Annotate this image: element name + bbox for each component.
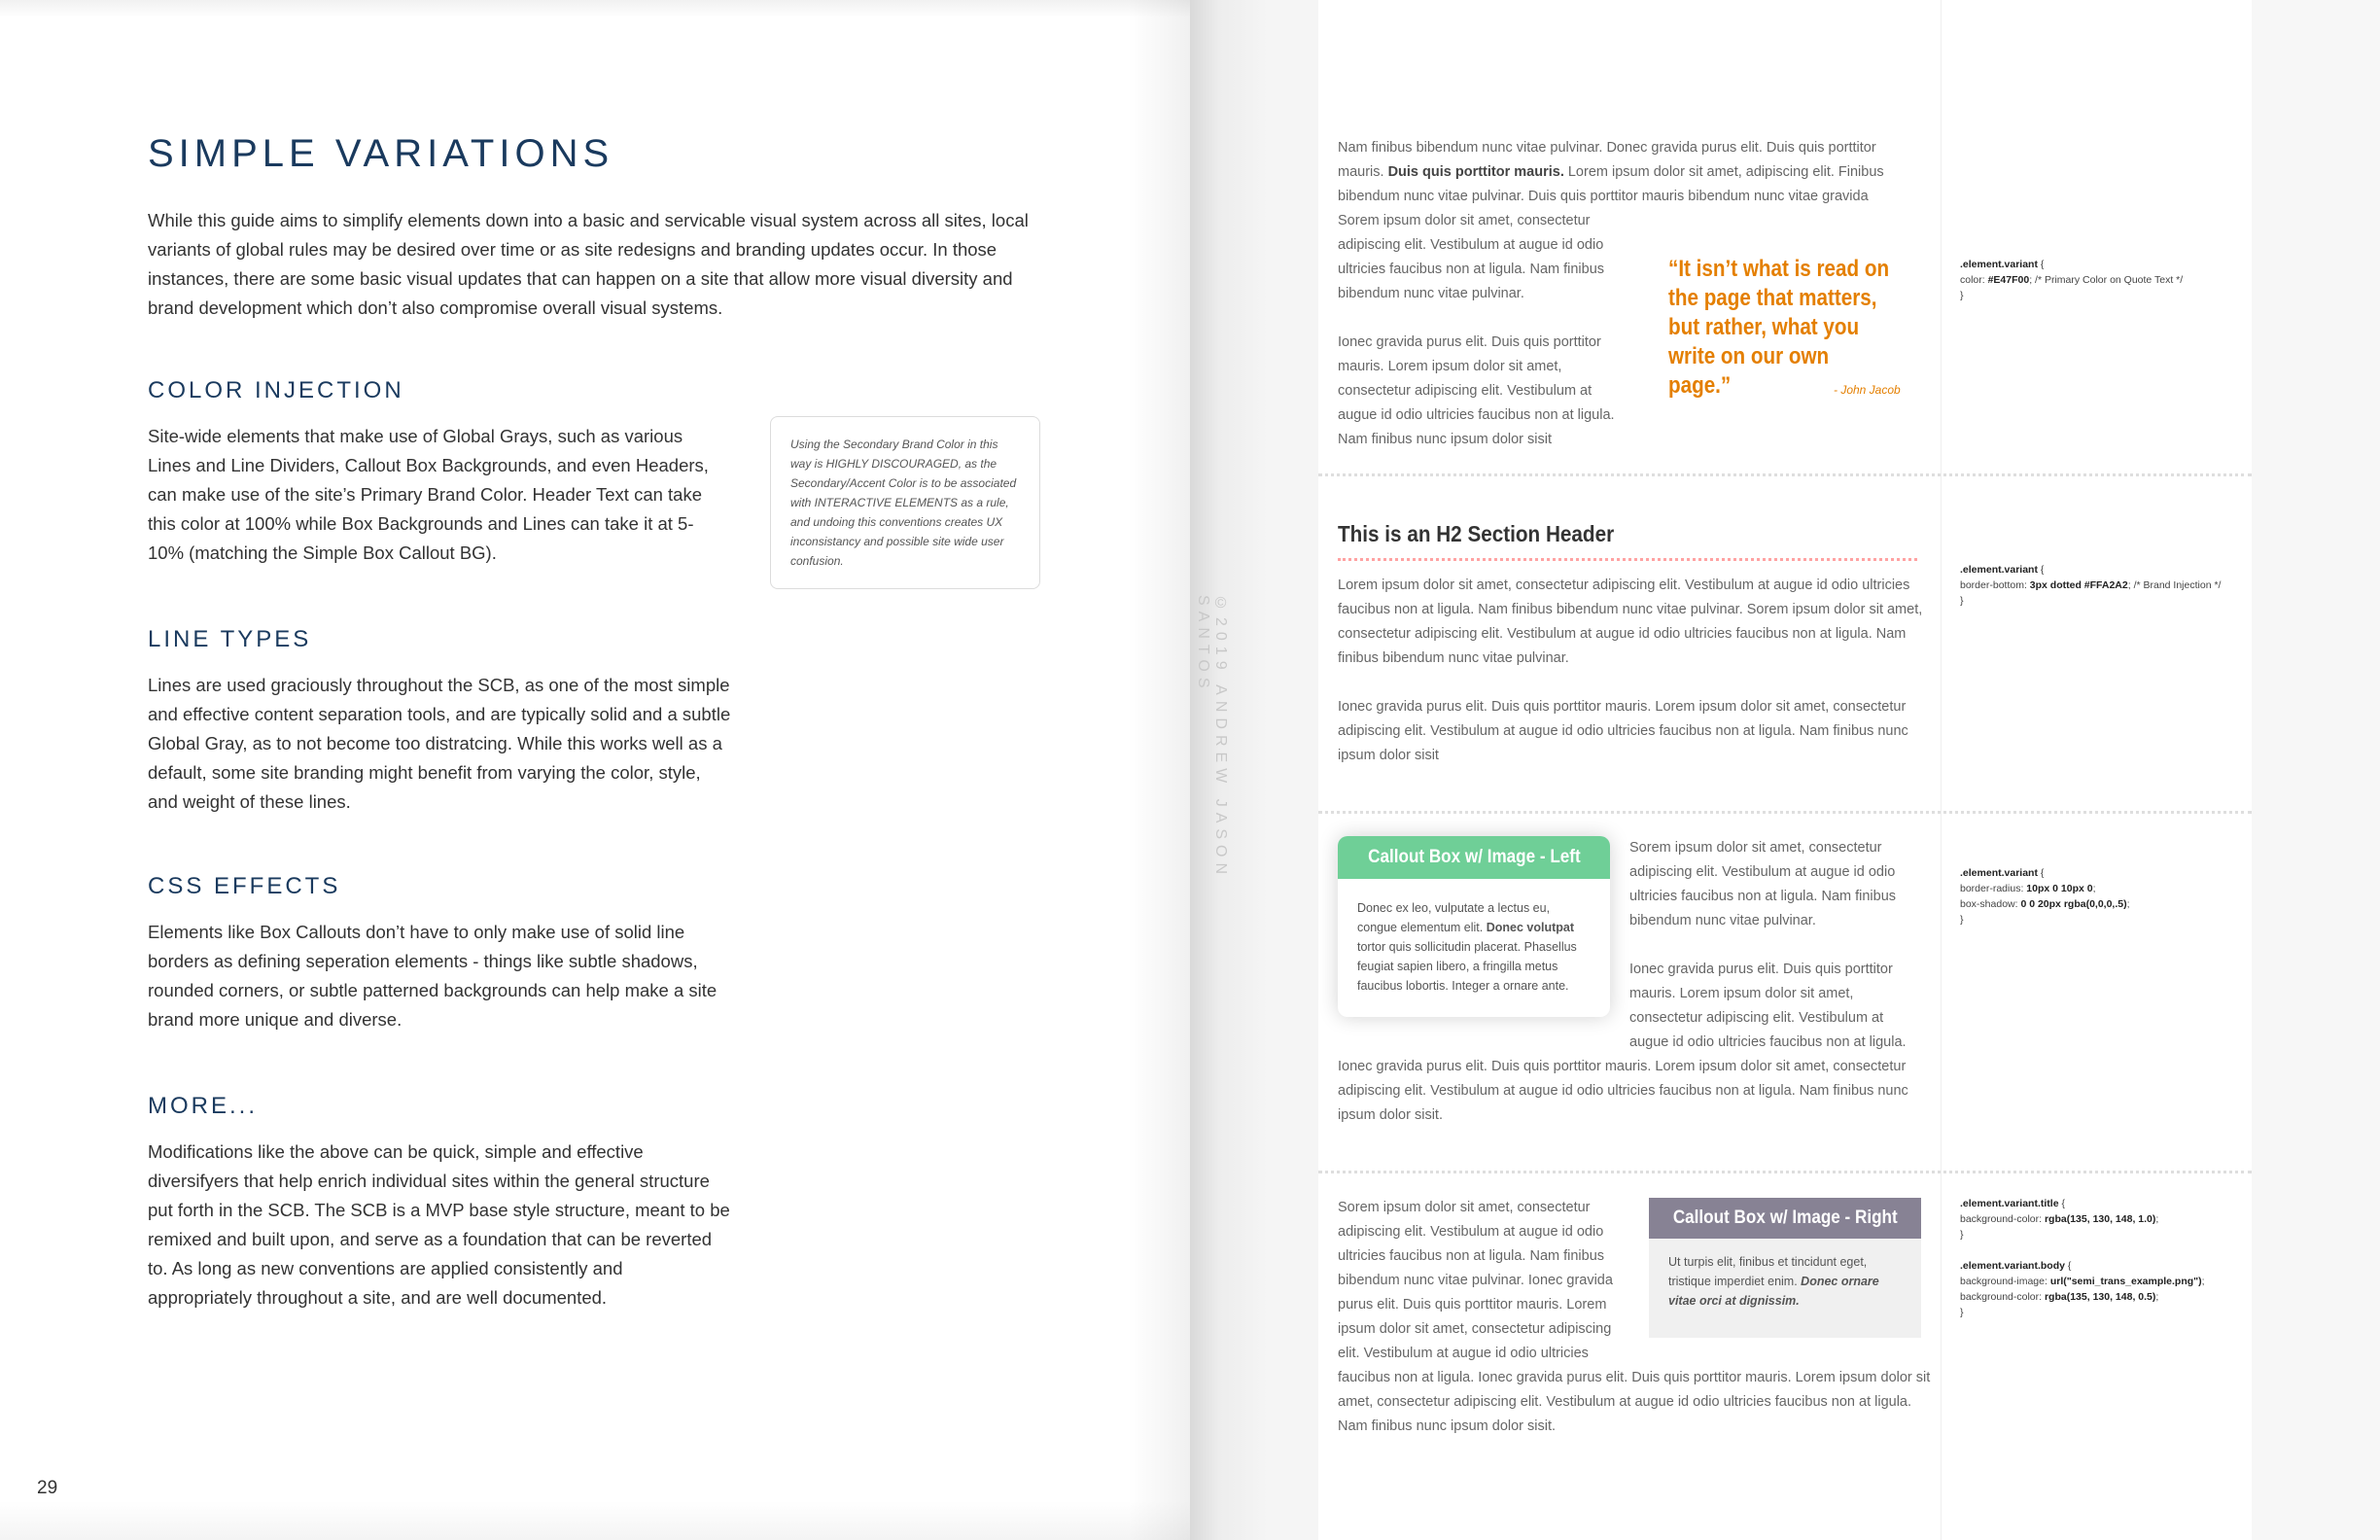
callout-box-right bbox=[1649, 1198, 1921, 1338]
heading-css-effects: CSS EFFECTS bbox=[148, 873, 341, 899]
block4-code-line-6 bbox=[1960, 1289, 2205, 1305]
copyright-spine-text: ©2019 ANDREW JASON SANTOS bbox=[1195, 595, 1229, 881]
code-selector: .element.variant bbox=[1960, 564, 2038, 576]
block4-code-line-5 bbox=[1960, 1274, 2205, 1289]
block3-side-text-2: Ionec gravida purus elit. Duis quis porttitor mauris. Lorem ipsum dolor sit amet, consectetur adipiscing elit. Vestibulum at augue id odio ultricies faucibus non at ligula. bbox=[1629, 962, 1907, 1050]
code-spacer bbox=[1960, 1242, 2205, 1258]
gutter-shadow bbox=[1128, 0, 1190, 1540]
callout-box-left bbox=[1338, 836, 1610, 1017]
code-comment: ; /* Primary Color on Quote Text */ bbox=[2029, 274, 2184, 286]
heading-line-types: LINE TYPES bbox=[148, 626, 312, 652]
block2-code-line-2 bbox=[1960, 578, 2221, 593]
code-selector: .element.variant.title bbox=[1960, 1198, 2059, 1209]
code-value: rgba(135, 130, 148, 1.0) bbox=[2044, 1213, 2156, 1225]
code-value: 10px 0 10px 0 bbox=[2026, 883, 2093, 894]
code-semicolon: ; bbox=[2092, 883, 2096, 894]
code-value: 0 0 20px rgba(0,0,0,.5) bbox=[2020, 898, 2127, 910]
code-brace-close: } bbox=[1960, 914, 1964, 926]
callout-left-title-text: Callout Box w/ Image - Left bbox=[1367, 847, 1581, 867]
code-semicolon: ; bbox=[2126, 898, 2130, 910]
example-sheet bbox=[1318, 0, 2252, 1540]
heading-color-injection: COLOR INJECTION bbox=[148, 377, 404, 403]
block2-text-2: Ionec gravida purus elit. Duis quis porttitor mauris. Lorem ipsum dolor sit amet, consectetur adipiscing elit. Vestibulum at augue id odio ultricies faucibus non at ligula. Nam finibus nunc ipsum dolor sisit bbox=[1338, 699, 1908, 763]
code-brace: { bbox=[2064, 1260, 2072, 1272]
callout-left-title bbox=[1338, 836, 1610, 879]
callout-left-body-bold: Donec volutpat bbox=[1486, 921, 1575, 934]
code-property: border-bottom: bbox=[1960, 579, 2030, 591]
callout-right-body-bold: Donec ornare vitae orci at dignissim. bbox=[1668, 1275, 1879, 1308]
callout-right-body-a: Ut turpis elit, finibus et tincidunt eget, tristique imperdiet enim. bbox=[1668, 1255, 1868, 1288]
block1-line-2-bold: Duis quis porttitor mauris. bbox=[1387, 164, 1564, 180]
page-bottom-shade bbox=[0, 1501, 1190, 1540]
code-comment: ; /* Brand Injection */ bbox=[2127, 579, 2222, 591]
dotted-divider-2 bbox=[1318, 811, 2252, 814]
code-property: box-shadow: bbox=[1960, 898, 2021, 910]
paragraph-color-injection: Site-wide elements that make use of Global Grays, such as various Lines and Line Dividers, Callout Box Backgrounds, and even Headers, can make use of the site’s Primary Brand Color. Header Text can take this color at 100% while Box Backgrounds and Lines can take it at 5-10% (matching the Simple Box Callout BG). bbox=[148, 426, 709, 563]
code-brace: { bbox=[2037, 867, 2045, 879]
code-property: color: bbox=[1960, 274, 1988, 286]
callout-left-body-c: tortor quis sollicitudin placerat. Phasellus feugiat sapien libero, a fringilla metus faucibus lobortis. Integer a ornare ante. bbox=[1357, 940, 1577, 993]
block2-code bbox=[1960, 562, 2221, 609]
code-value: rgba(135, 130, 148, 0.5) bbox=[2044, 1291, 2156, 1303]
dotted-divider-3 bbox=[1318, 1171, 2252, 1173]
block1-line-3: bibendum nunc vitae pulvinar. Duis quis porttitor mauris bibendum nunc vitae gravida bbox=[1338, 189, 1869, 204]
intro-paragraph: While this guide aims to simplify elements down into a basic and servicable visual system across all sites, local variants of global rules may be desired over time or as site redesigns and branding updates occur. In those instances, there are some basic visual updates that can happen on a site that allow more visual diversity and brand development which don’t also compromise overall visual systems. bbox=[148, 210, 1029, 318]
block3-full-text: Ionec gravida purus elit. Duis quis porttitor mauris. Lorem ipsum dolor sit amet, consectetur adipiscing elit. Vestibulum at augue id odio ultricies faucibus non at ligula. Nam finibus nunc ipsum dolor sisit. bbox=[1338, 1059, 1908, 1123]
code-value: #E47F00 bbox=[1987, 274, 2030, 286]
paragraph-css-effects: Elements like Box Callouts don’t have to only make use of solid line borders as defining seperation elements - things like subtle shadows, rounded corners, or subtle patterned backgrounds can help make a site brand more unique and diverse. bbox=[148, 922, 718, 1030]
pull-quote: “It isn’t what is read on the page that matters, but rather, what you write on our own page.” bbox=[1668, 256, 1890, 399]
block4-code-line-4 bbox=[1960, 1258, 2205, 1274]
code-brace: { bbox=[2058, 1198, 2065, 1209]
paragraph-line-types: Lines are used graciously throughout the SCB, as one of the most simple and effective content separation tools, and are typically solid and a subtle Global Gray, as to not become too distratcing. While this works well as a default, some site branding might benefit from varying the color, style, and weight of these lines. bbox=[148, 675, 731, 812]
block1-code-line-1 bbox=[1960, 257, 2183, 272]
code-brace-close: } bbox=[1960, 1307, 1964, 1318]
code-brace-close: } bbox=[1960, 290, 1964, 301]
block3-code bbox=[1960, 865, 2130, 928]
block3-code-line-2 bbox=[1960, 881, 2130, 896]
callout-left-body bbox=[1338, 879, 1610, 1015]
block3-side-text-1: Sorem ipsum dolor sit amet, consectetur adipiscing elit. Vestibulum at augue id odio ultricies faucibus non at ligula. Nam finibus bibendum nunc vitae pulvinar. bbox=[1629, 840, 1897, 928]
block1-line-2 bbox=[1338, 160, 1941, 185]
code-brace-close: } bbox=[1960, 1229, 1964, 1241]
page-top-shade bbox=[0, 0, 1190, 18]
note-box: Using the Secondary Brand Color in this way is HIGHLY DISCOURAGED, as the Secondary/Accent Color is to be associated with INTERACTIVE ELEMENTS as a rule, and undoing this conventions creates UX inconsistancy and possible site wide user confusion. bbox=[770, 416, 1040, 589]
block3-code-line-3 bbox=[1960, 896, 2130, 912]
code-semicolon: ; bbox=[2201, 1276, 2205, 1287]
callout-right-body bbox=[1649, 1239, 1921, 1324]
code-value: 3px dotted #FFA2A2 bbox=[2029, 579, 2128, 591]
block1-column-text-1: Sorem ipsum dolor sit amet, consectetur adipiscing elit. Vestibulum at augue id odio ultricies faucibus non at ligula. Nam finibus bibendum nunc vitae pulvinar. bbox=[1338, 213, 1605, 301]
code-value: url("semi_trans_example.png") bbox=[2049, 1276, 2202, 1287]
block1-code-line-2 bbox=[1960, 272, 2183, 288]
block3-code-line-1 bbox=[1960, 865, 2130, 881]
code-semicolon: ; bbox=[2155, 1213, 2159, 1225]
code-selector: .element.variant bbox=[1960, 867, 2038, 879]
block1-line-1: Nam finibus bibendum nunc vitae pulvinar. Donec gravida purus elit. Duis quis porttitor bbox=[1338, 140, 1876, 156]
code-brace-close: } bbox=[1960, 595, 1964, 607]
code-semicolon: ; bbox=[2155, 1291, 2159, 1303]
dotted-divider-1 bbox=[1318, 473, 2252, 476]
block1-column-text-2: Ionec gravida purus elit. Duis quis porttitor mauris. Lorem ipsum dolor sit amet, consectetur adipiscing elit. Vestibulum at augue id odio ultricies faucibus non at ligula. Nam finibus nunc ipsum dolor sisit bbox=[1338, 334, 1615, 447]
block4-code-line-1 bbox=[1960, 1196, 2205, 1211]
block1-line-2a: mauris. bbox=[1338, 164, 1388, 180]
paragraph-more: Modifications like the above can be quick, simple and effective diversifyers that help enrich individual sites within the general structure put forth in the SCB. The SCB is a MVP base style structure, meant to be remixed and built upon, and serve as a foundation that can be reverted to. As long as new conventions are applied consistently and appropriately throughout a site, and are well documented. bbox=[148, 1141, 730, 1308]
code-property: border-radius: bbox=[1960, 883, 2027, 894]
block4-side-text: Sorem ipsum dolor sit amet, consectetur adipiscing elit. Vestibulum at augue id odio ultricies faucibus non at ligula. Nam finibus bibendum nunc vitae pulvinar. Ionec gravida purus elit. Duis quis porttitor mauris. Lorem ipsum dolor sit amet, consectetur adipiscing elit. Vestibulum at augue id odio ultricies bbox=[1338, 1200, 1613, 1361]
callout-right-title bbox=[1649, 1198, 1921, 1239]
page-number: 29 bbox=[37, 1478, 58, 1498]
block1-code bbox=[1960, 257, 2183, 303]
block4-code-line-2 bbox=[1960, 1211, 2205, 1227]
code-property: background-color: bbox=[1960, 1213, 2045, 1225]
block4-full-text: faucibus non at ligula. Ionec gravida purus elit. Duis quis porttitor mauris. Lorem ipsum dolor sit amet, consectetur adipiscing elit. Vestibulum at augue id odio ultricies faucibus non at ligula. Nam finibus nunc ipsum dolor sisit. bbox=[1338, 1370, 1931, 1434]
block1-top-text bbox=[1338, 136, 1941, 209]
code-brace: { bbox=[2037, 564, 2045, 576]
block2-text-1: Lorem ipsum dolor sit amet, consectetur adipiscing elit. Vestibulum at augue id odio ultricies faucibus non at ligula. Nam finibus bibendum nunc vitae pulvinar. Sorem ipsum dolor sit amet, consectetur adipiscing elit. Vestibulum at augue id odio ultricies faucibus non at ligula. Nam finibus bibendum nunc vitae pulvinar. bbox=[1338, 578, 1923, 666]
code-property: background-color: bbox=[1960, 1291, 2045, 1303]
code-selector: .element.variant bbox=[1960, 259, 2038, 270]
block1-line-2c: Lorem ipsum dolor sit amet, adipiscing elit. Finibus bbox=[1563, 164, 1884, 180]
section-h2-header: This is an H2 Section Header bbox=[1338, 521, 1615, 546]
code-selector: .element.variant.body bbox=[1960, 1260, 2065, 1272]
callout-left-body-a: Donec ex leo, vulputate a lectus eu, congue elementum elit. bbox=[1357, 901, 1551, 934]
block2-code-line-1 bbox=[1960, 562, 2221, 578]
code-brace: { bbox=[2037, 259, 2045, 270]
column-divider bbox=[1941, 0, 1942, 1540]
code-property: background-image: bbox=[1960, 1276, 2050, 1287]
callout-right-title-text: Callout Box w/ Image - Right bbox=[1672, 1208, 1898, 1228]
h2-dotted-rule bbox=[1338, 558, 1917, 561]
heading-more: MORE... bbox=[148, 1093, 259, 1119]
page-title: SIMPLE VARIATIONS bbox=[148, 132, 614, 175]
block4-code bbox=[1960, 1196, 2205, 1320]
quote-author: - John Jacob bbox=[1834, 383, 1901, 397]
